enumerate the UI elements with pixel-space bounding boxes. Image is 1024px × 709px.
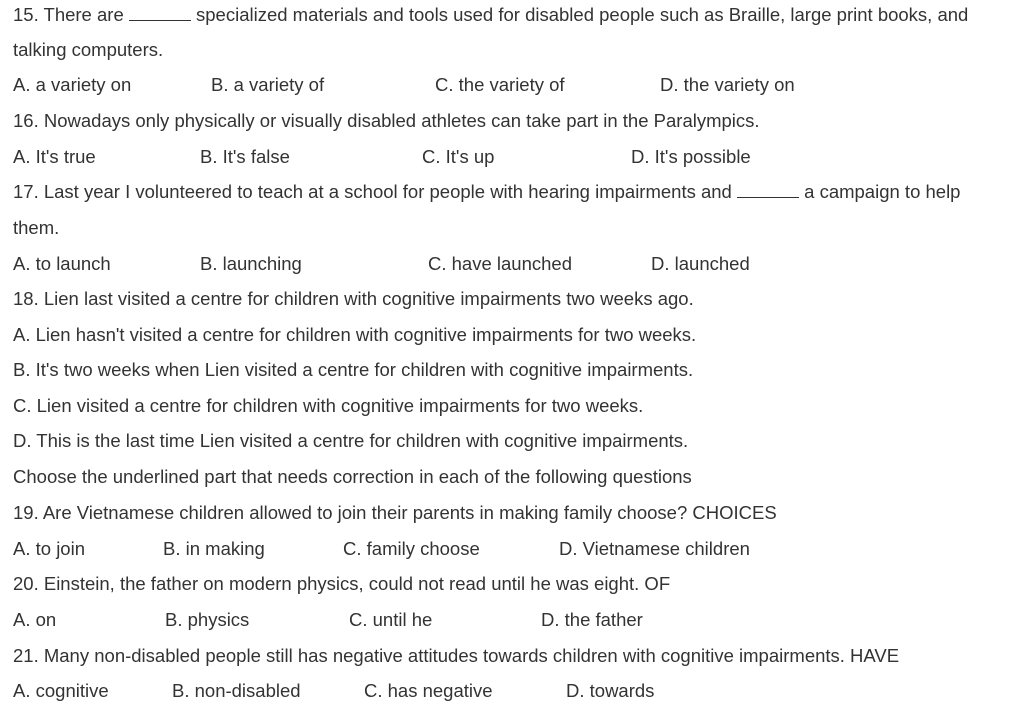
q16-stem: 16. Nowadays only physically or visually disabled athletes can take part in the Paralympics. xyxy=(13,110,760,131)
q18-stem: 18. Lien last visited a centre for children with cognitive impairments two weeks ago. xyxy=(13,288,694,309)
q21-option-d: D. towards xyxy=(566,680,655,701)
q20-option-d: D. the father xyxy=(541,609,643,630)
q20-option-c: C. until he xyxy=(349,609,433,630)
q16-option-a: A. It's true xyxy=(13,146,96,167)
q21-option-b: B. non-disabled xyxy=(172,680,301,701)
q20-option-a: A. on xyxy=(13,609,57,630)
q15-option-c: C. the variety of xyxy=(435,74,565,95)
q19-option-d: D. Vietnamese children xyxy=(559,538,750,559)
q21-option-c: C. has negative xyxy=(364,680,493,701)
q17-stem-end: a campaign to help xyxy=(804,181,961,202)
q15-option-d: D. the variety on xyxy=(660,74,795,95)
q18-option-d: D. This is the last time Lien visited a centre for children with cognitive impairments. xyxy=(13,430,689,451)
q15-stem-line-2: talking computers. xyxy=(13,39,164,60)
q18-option-a: A. Lien hasn't visited a centre for children with cognitive impairments for two weeks. xyxy=(13,324,697,345)
q17-blank xyxy=(737,183,799,198)
q15-stem-end: specialized materials and tools used for disabled people such as Braille, large print books, and xyxy=(196,4,969,25)
q19-option-a: A. to join xyxy=(13,538,85,559)
q21-stem: 21. Many non-disabled people still has negative attitudes towards children with cognitive impairments. HAVE xyxy=(13,645,900,666)
q17-option-d: D. launched xyxy=(651,253,750,274)
q19-option-b: B. in making xyxy=(163,538,265,559)
section-instruction: Choose the underlined part that needs correction in each of the following questions xyxy=(13,466,692,487)
q18-option-c: C. Lien visited a centre for children with cognitive impairments for two weeks. xyxy=(13,395,644,416)
q19-option-c: C. family choose xyxy=(343,538,480,559)
q17-option-b: B. launching xyxy=(200,253,302,274)
q17-stem-line-2: them. xyxy=(13,217,60,238)
q16-option-c: C. It's up xyxy=(422,146,495,167)
q15-stem-line-1 xyxy=(13,4,968,26)
q19-stem: 19. Are Vietnamese children allowed to join their parents in making family choose? CHOICES xyxy=(13,502,777,523)
q18-option-b: B. It's two weeks when Lien visited a centre for children with cognitive impairments. xyxy=(13,359,694,380)
q15-option-b: B. a variety of xyxy=(211,74,325,95)
q17-option-c: C. have launched xyxy=(428,253,572,274)
q16-option-b: B. It's false xyxy=(200,146,290,167)
q15-option-a: A. a variety on xyxy=(13,74,132,95)
q15-blank xyxy=(129,6,191,21)
q16-option-d: D. It's possible xyxy=(631,146,751,167)
q15-stem-start: 15. There are xyxy=(13,4,124,25)
q17-option-a: A. to launch xyxy=(13,253,111,274)
q21-option-a: A. cognitive xyxy=(13,680,109,701)
q20-option-b: B. physics xyxy=(165,609,250,630)
q20-stem: 20. Einstein, the father on modern physics, could not read until he was eight. OF xyxy=(13,573,671,594)
q17-stem-line-1 xyxy=(13,181,960,203)
q17-stem-start: 17. Last year I volunteered to teach at a school for people with hearing impairments and xyxy=(13,181,732,202)
